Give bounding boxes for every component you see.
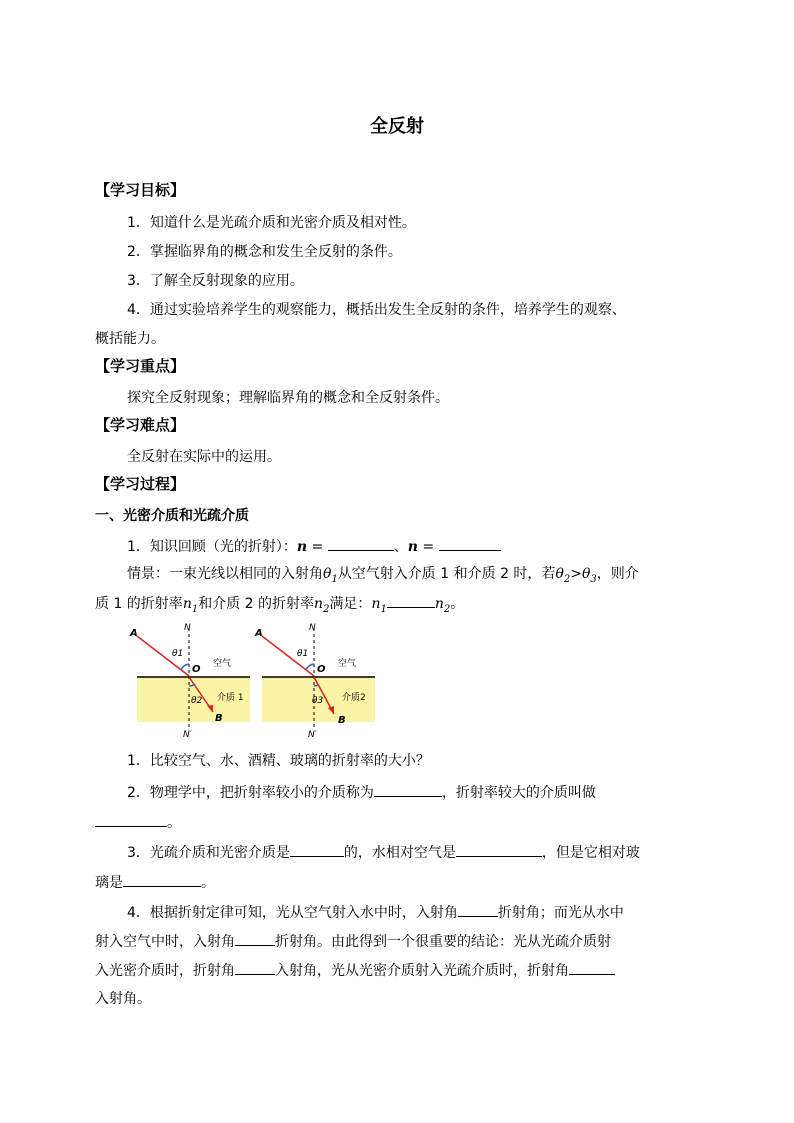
incidence-angle-arc [306, 664, 314, 670]
question-4 [127, 902, 624, 923]
label-theta-out: θ2 [191, 696, 203, 706]
theta-condition: $\theta_2>\theta_3$ [555, 566, 597, 585]
scenario-text: ，则介 [596, 566, 639, 582]
label-O: O [192, 664, 201, 675]
label-theta-in: θ1 [172, 649, 184, 659]
difficulty-text: 全反射在实际中的运用。 [127, 449, 281, 465]
question-4-line-4: 入射角。 [95, 991, 151, 1007]
period: 。 [450, 596, 465, 612]
question-text: 入光密介质时，折射角 [95, 963, 235, 979]
refraction-diagram-2 [252, 620, 377, 738]
scenario-line-1 [127, 564, 639, 590]
answer-blank[interactable] [235, 931, 275, 946]
question-text: 的，水相对空气是 [343, 845, 456, 861]
scenario-text: 满足： [329, 596, 372, 612]
question-4-line-2 [95, 931, 611, 952]
answer-blank[interactable] [328, 536, 394, 551]
key-text: 探究全反射现象；理解临界角的概念和全反射条件。 [127, 390, 449, 406]
label-A: A [255, 628, 263, 639]
key-heading: 【学习重点】 [95, 357, 186, 375]
question-text: ，但是它相对玻 [541, 845, 640, 861]
question-text: 折射角。由此得到一个很重要的结论：光从光疏介质射 [275, 934, 611, 950]
process-heading: 【学习过程】 [95, 475, 186, 493]
label-O: O [317, 664, 326, 675]
goals-heading: 【学习目标】 [95, 181, 186, 199]
question-4-line-3 [95, 960, 615, 981]
question-text: 4．根据折射定律可知，光从空气射入水中时，入射角 [127, 905, 458, 921]
question-3 [127, 842, 640, 863]
answer-blank[interactable] [290, 842, 344, 857]
question-compare: 1．比较空气、水、酒精、玻璃的折射率的大小？ [127, 753, 430, 769]
label-N: N [309, 623, 316, 633]
section-1-heading: 一、光密介质和光疏介质 [95, 508, 249, 524]
question-text: 2．物理学中，把折射率较小的介质称为 [127, 785, 374, 801]
equals-sign: = [307, 539, 328, 555]
answer-blank[interactable] [374, 782, 442, 797]
period: 。 [201, 875, 215, 891]
answer-blank[interactable] [235, 960, 275, 975]
n1-symbol: $n_1$ [371, 596, 387, 615]
answer-blank[interactable] [387, 593, 435, 608]
scenario-line-2 [95, 593, 464, 620]
label-N-prime: N′ [308, 730, 317, 738]
label-theta-out: θ3 [312, 696, 324, 706]
scenario-text: 质 1 的折射率 [95, 596, 183, 612]
question-text: ，折射率较大的介质叫做 [441, 785, 596, 801]
goal-item-1: 1．知道什么是光疏介质和光密介质及相对性。 [127, 215, 416, 231]
label-air: 空气 [338, 659, 357, 669]
question-text: 3．光疏介质和光密介质是 [127, 845, 290, 861]
goal-item-3: 3．了解全反射现象的应用。 [127, 273, 304, 289]
n-symbol: n [296, 539, 308, 555]
label-B: B [338, 715, 346, 726]
separator: 、 [393, 539, 408, 555]
goal-item-2: 2．掌握临界角的概念和发生全反射的条件。 [127, 244, 402, 260]
question-text: 折射角；而光从水中 [497, 905, 624, 921]
scenario-text: 情景：一束光线以相同的入射角 [127, 566, 323, 582]
question-1 [127, 536, 501, 557]
answer-blank[interactable] [95, 812, 167, 827]
difficulty-heading: 【学习难点】 [95, 416, 186, 434]
incidence-angle-arc [181, 664, 189, 670]
label-medium: 介质2 [342, 693, 366, 703]
refraction-diagram-1 [127, 620, 252, 738]
question-2-cont [95, 812, 181, 833]
period: 。 [167, 815, 181, 831]
question-1-label: 1．知识回顾（光的折射）： [127, 539, 297, 555]
label-N: N [184, 623, 191, 633]
label-A: A [130, 628, 138, 639]
label-theta-in: θ1 [297, 649, 309, 659]
n2-symbol: $n_2$ [434, 596, 451, 615]
n-symbol: n [407, 539, 418, 555]
label-N-prime: N′ [183, 730, 192, 738]
n2-symbol: $n_2$ [314, 596, 330, 615]
goal-item-4-cont: 概括能力。 [95, 331, 165, 347]
page-title: 全反射 [370, 116, 424, 137]
goal-item-4: 4．通过实验培养学生的观察能力，概括出发生全反射的条件，培养学生的观察、 [127, 302, 626, 318]
question-3-cont [95, 872, 215, 893]
answer-blank[interactable] [458, 902, 498, 917]
equals-sign: = [417, 539, 439, 555]
label-air: 空气 [213, 659, 232, 669]
question-text: 入射角，光从光密介质射入光疏介质时，折射角 [275, 963, 569, 979]
answer-blank[interactable] [439, 536, 501, 551]
question-2 [127, 782, 596, 803]
question-text: 璃是 [95, 875, 123, 891]
answer-blank[interactable] [123, 872, 201, 887]
label-B: B [215, 713, 223, 724]
label-medium: 介质 1 [217, 693, 244, 703]
theta-1-symbol: $\theta_1$ [323, 566, 338, 585]
answer-blank[interactable] [456, 842, 542, 857]
answer-blank[interactable] [569, 960, 615, 975]
scenario-text: 和介质 2 的折射率 [198, 596, 315, 612]
question-text: 射入空气中时，入射角 [95, 934, 235, 950]
n1-symbol: $n_1$ [182, 596, 199, 615]
scenario-text: 从空气射入介质 1 和介质 2 时，若 [337, 566, 556, 582]
